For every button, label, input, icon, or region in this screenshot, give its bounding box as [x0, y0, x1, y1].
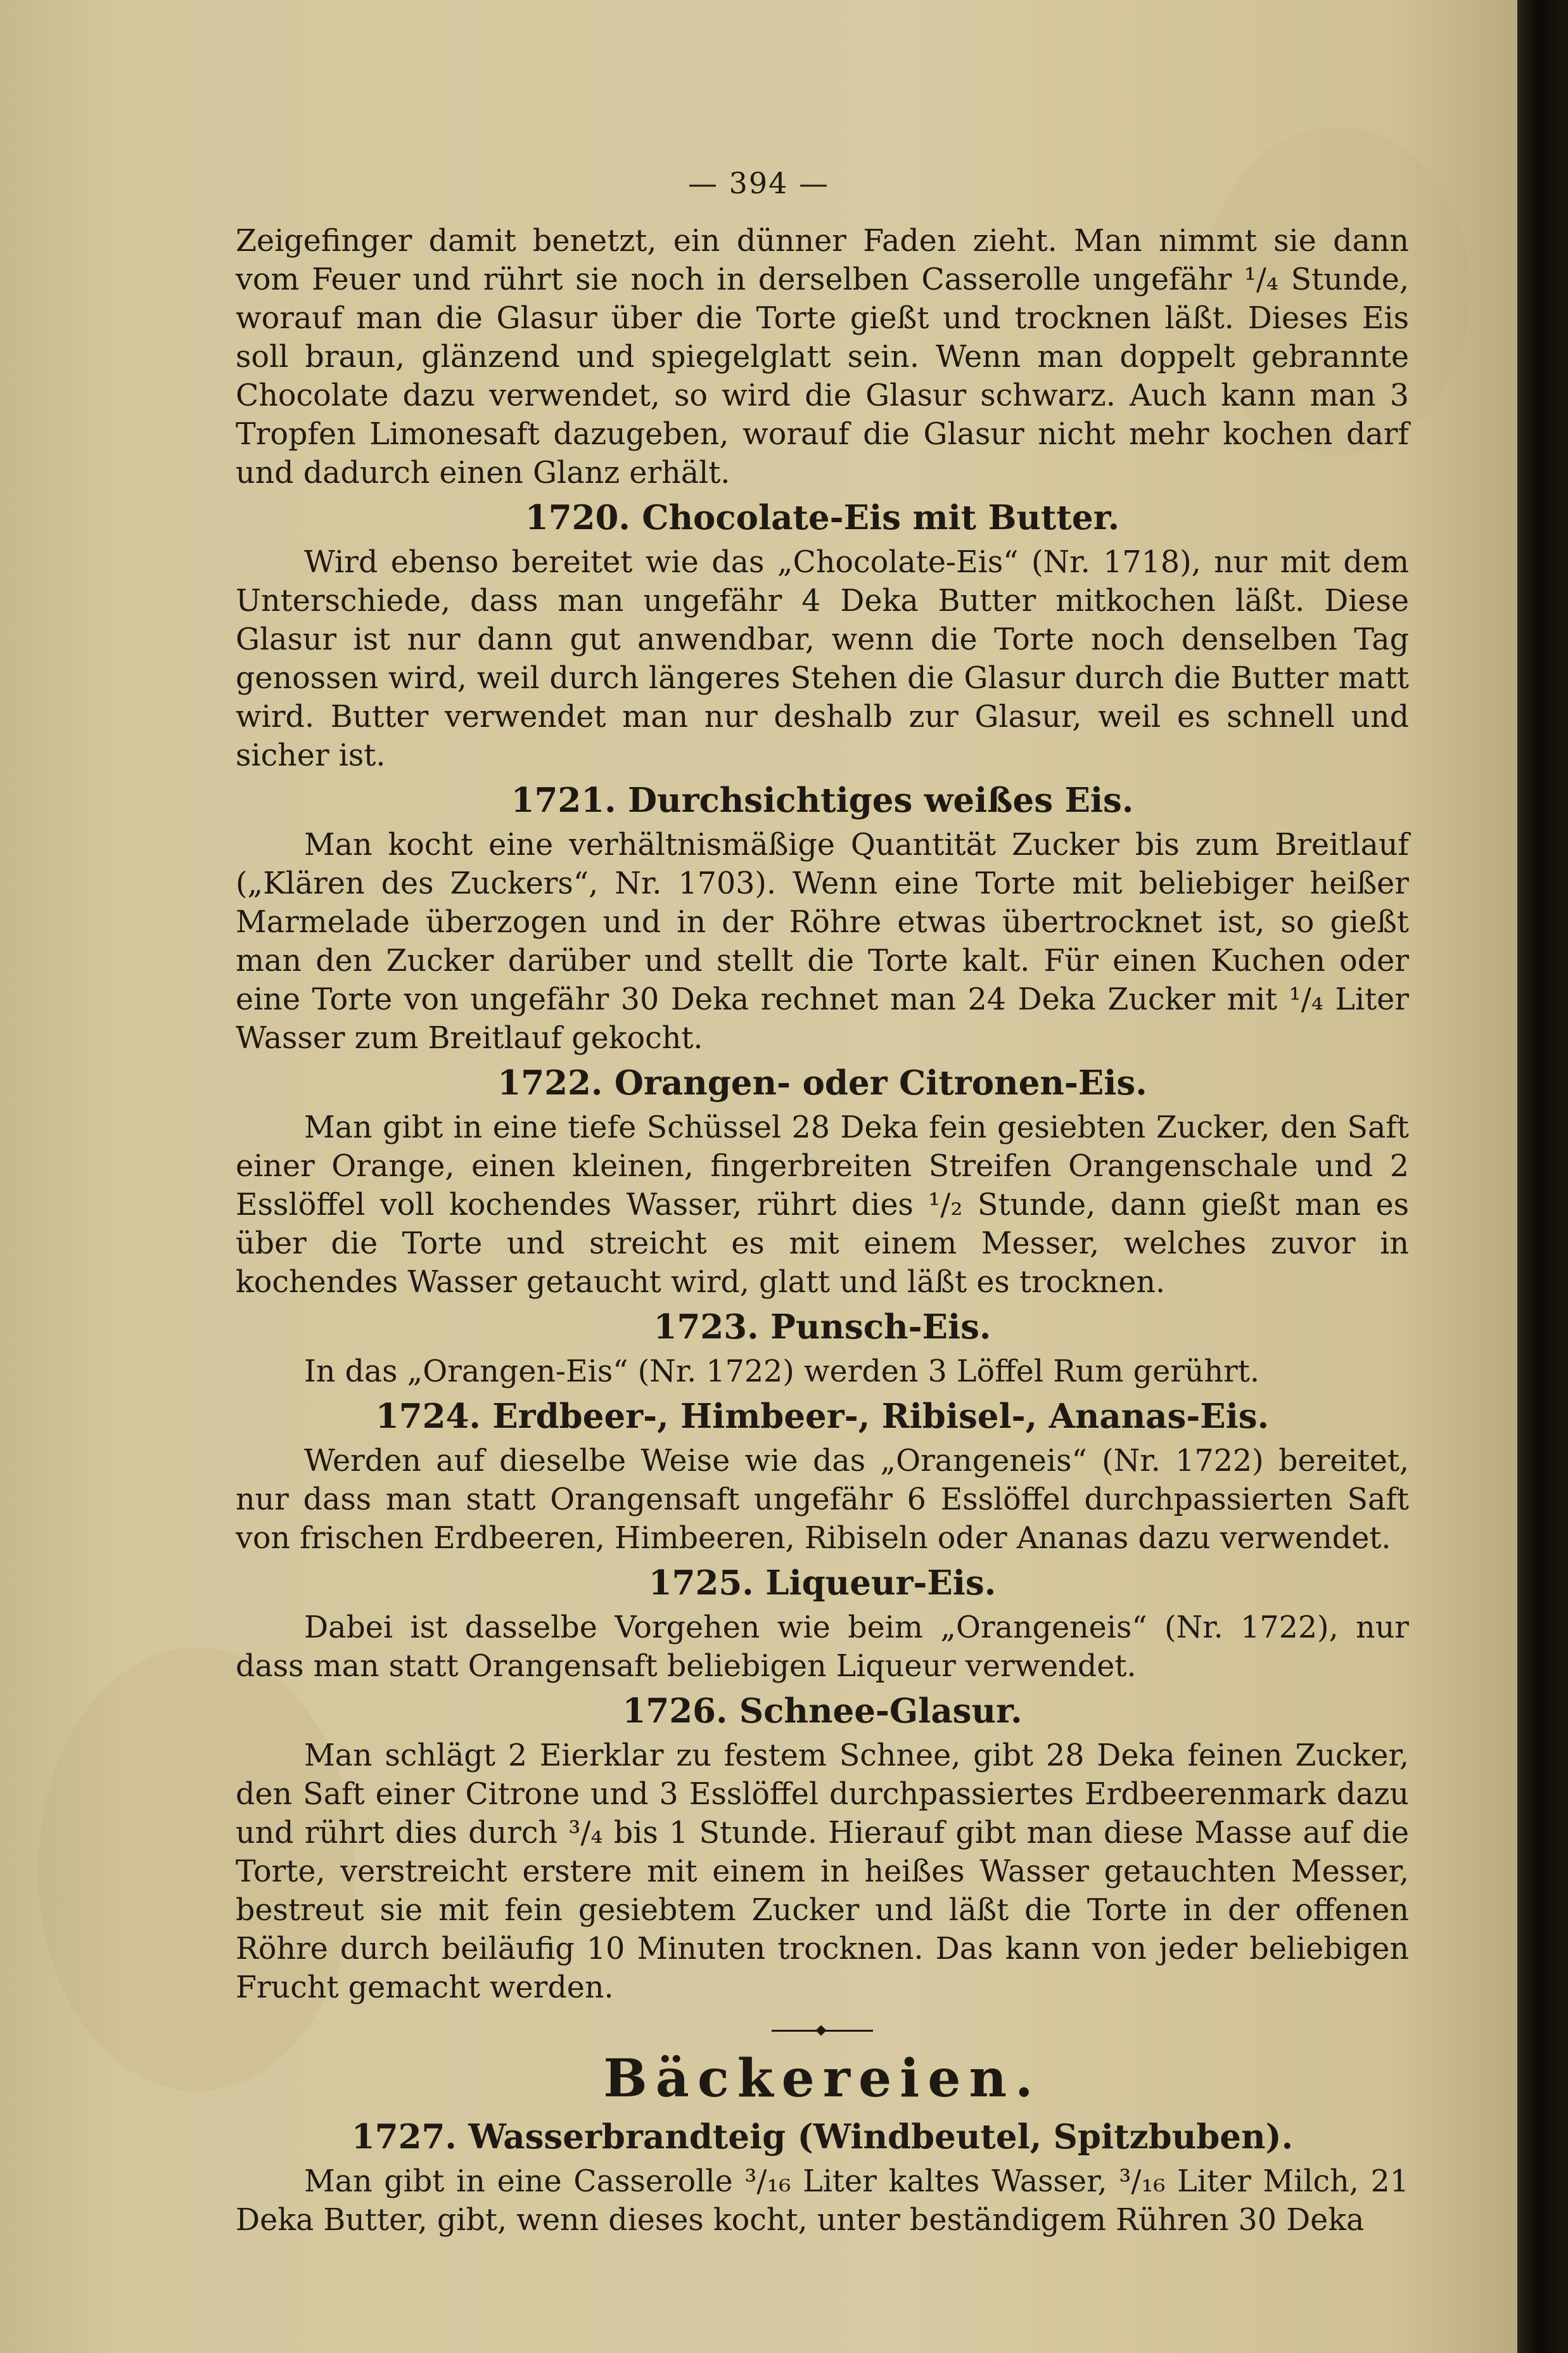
- recipe-heading-1725: 1725. Liqueur-Eis.: [648, 1563, 997, 1603]
- recipe-heading-1722: 1722. Orangen- oder Citronen-Eis.: [497, 1063, 1147, 1103]
- section-divider: [772, 2030, 873, 2032]
- page-content: [236, 222, 1409, 2240]
- section-title: Bäckereien.: [603, 2048, 1042, 2109]
- recipe-heading-1724: 1724. Erdbeer-, Himbeer-, Ribisel-, Ananas-Eis.: [375, 1397, 1270, 1436]
- recipe-body-1720: Wird ebenso bereitet wie das „Chocolate-Eis“ (Nr. 1718), nur mit dem Unterschiede, dass man ungefähr 4 Deka Butter mitkochen läßt. Diese Glasur ist nur dann gut anwendbar, wenn die Torte noch denselben Tag genossen wird, weil durch längeres Stehen die Glasur durch die Butter matt wird. Butter verwendet man nur deshalb zur Glasur, weil es schnell und sicher ist.: [236, 545, 1409, 773]
- recipe-heading-1721: 1721. Durchsichtiges weißes Eis.: [511, 781, 1134, 820]
- recipe-body-1724: Werden auf dieselbe Weise wie das „Orangeneis“ (Nr. 1722) bereitet, nur dass man statt Orangensaft ungefähr 6 Esslöffel durchpassierten Saft von frischen Erdbeeren, Himbeeren, Ribiseln oder Ananas dazu verwendet.: [236, 1444, 1409, 1556]
- book-spine-edge: [1517, 0, 1568, 2353]
- recipe-heading-1726: 1726. Schnee-Glasur.: [622, 1691, 1023, 1731]
- recipe-body-1726: Man schlägt 2 Eierklar zu festem Schnee, gibt 28 Deka feinen Zucker, den Saft einer Citrone und 3 Esslöffel durchpassiertes Erdbeerenmark dazu und rührt dies durch ³/₄ bis 1 Stunde. Hierauf gibt man diese Masse auf die Torte, verstreicht erstere mit einem in heißes Wasser getauchten Messer, bestreut sie mit fein gesiebtem Zucker und läßt die Torte in der offenen Röhre durch beiläufig 10 Minuten trocknen. Das kann von jeder beliebigen Frucht gemacht werden.: [236, 1738, 1409, 2005]
- paragraph-continuation: Zeigefinger damit benetzt, ein dünner Faden zieht. Man nimmt sie dann vom Feuer und rührt sie noch in derselben Casserolle ungefähr ¹/₄ Stunde, worauf man die Glasur über die Torte gießt und trocknen läßt. Dieses Eis soll braun, glänzend und spiegelglatt sein. Wenn man doppelt gebrannte Chocolate dazu verwendet, so wird die Glasur schwarz. Auch kann man 3 Tropfen Limonesaft dazugeben, worauf die Glasur nicht mehr kochen darf und dadurch einen Glanz erhält.: [236, 224, 1409, 490]
- recipe-body-1723: In das „Orangen-Eis“ (Nr. 1722) werden 3 Löffel Rum gerührt.: [304, 1354, 1259, 1389]
- recipe-heading-1723: 1723. Punsch-Eis.: [653, 1307, 991, 1347]
- page-number: — 394 —: [687, 166, 830, 200]
- recipe-body-1727: Man gibt in eine Casserolle ³/₁₆ Liter kaltes Wasser, ³/₁₆ Liter Milch, 21 Deka Butter, gibt, wenn dieses kocht, unter beständigem Rühren 30 Deka: [236, 2164, 1409, 2238]
- recipe-body-1725: Dabei ist dasselbe Vorgehen wie beim „Orangeneis“ (Nr. 1722), nur dass man statt Orangensaft beliebigen Liqueur verwendet.: [236, 1610, 1409, 1684]
- recipe-body-1721: Man kocht eine verhältnismäßige Quantität Zucker bis zum Breitlauf („Klären des Zuckers“, Nr. 1703). Wenn eine Torte mit beliebiger heißer Marmelade überzogen und in der Röhre etwas übertrocknet ist, so gießt man den Zucker darüber und stellt die Torte kalt. Für einen Kuchen oder eine Torte von ungefähr 30 Deka rechnet man 24 Deka Zucker mit ¹/₄ Liter Wasser zum Breitlauf gekocht.: [236, 828, 1409, 1056]
- recipe-heading-1727: 1727. Wasserbrandteig (Windbeutel, Spitzbuben).: [351, 2117, 1294, 2157]
- recipe-body-1722: Man gibt in eine tiefe Schüssel 28 Deka fein gesiebten Zucker, den Saft einer Orange, einen kleinen, fingerbreiten Streifen Orangenschale und 2 Esslöffel voll kochendes Wasser, rührt dies ¹/₂ Stunde, dann gießt man es über die Torte und streicht es mit einem Messer, welches zuvor in kochendes Wasser getaucht wird, glatt und läßt es trocknen.: [236, 1110, 1409, 1300]
- recipe-heading-1720: 1720. Chocolate-Eis mit Butter.: [525, 498, 1120, 537]
